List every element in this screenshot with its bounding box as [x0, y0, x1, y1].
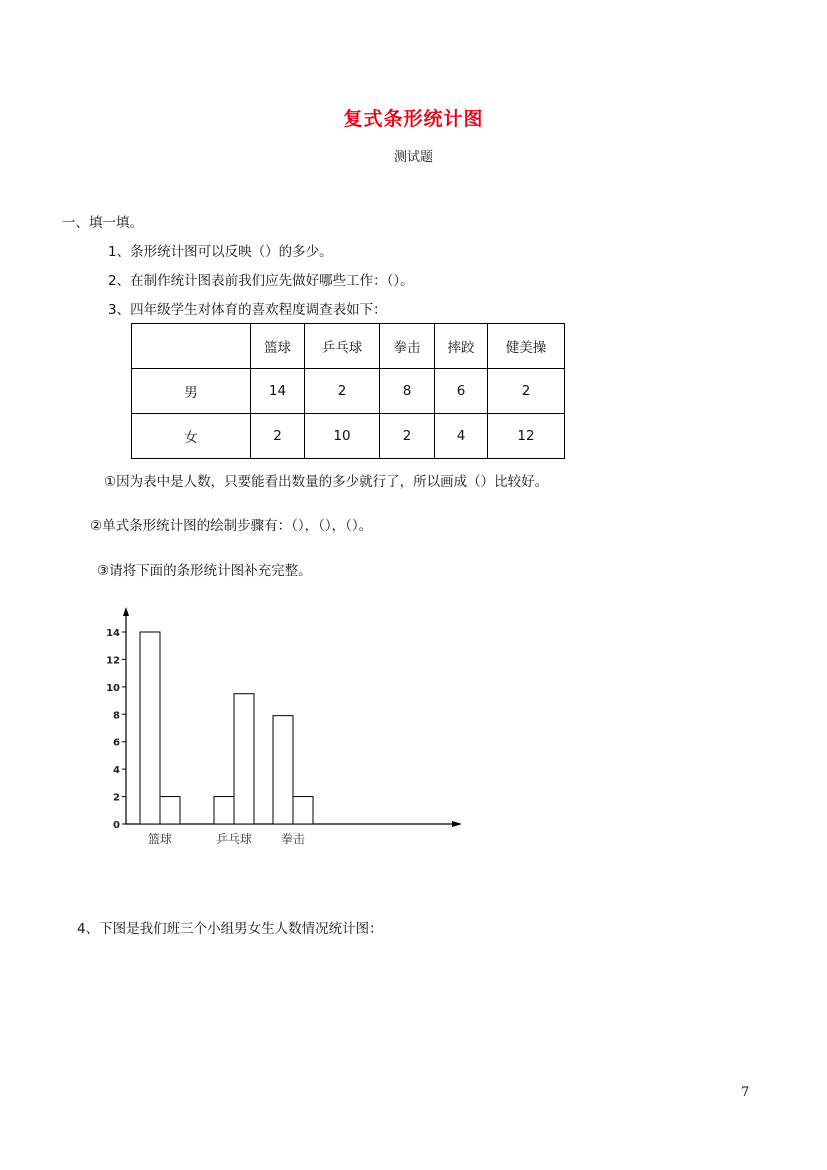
table-header-cell: 拳击 [380, 324, 435, 369]
table-header-cell: 健美操 [488, 324, 565, 369]
table-cell: 6 [435, 369, 488, 414]
table-cell: 8 [380, 369, 435, 414]
table-cell: 2 [380, 414, 435, 459]
table-cell: 2 [305, 369, 380, 414]
y-tick-label: 14 [106, 628, 120, 639]
question-1: 1、条形统计图可以反映（）的多少。 [108, 244, 333, 260]
section-heading: 一、填一填。 [62, 215, 143, 231]
table-cell: 14 [251, 369, 305, 414]
x-category-label: 拳击 [280, 832, 306, 846]
y-tick-label: 10 [106, 682, 120, 694]
question-2: 2、在制作统计图表前我们应先做好哪些工作：（）。 [108, 273, 414, 289]
table-cell: 12 [488, 414, 565, 459]
page-number: 7 [741, 1085, 750, 1100]
chart-bar [293, 797, 313, 824]
table-row [132, 369, 565, 414]
table-header-cell: 篮球 [251, 324, 305, 369]
chart-bar [214, 797, 234, 824]
table-cell: 2 [251, 414, 305, 459]
table-header-cell: 摔跤 [435, 324, 488, 369]
chart-y-ticks [106, 628, 126, 831]
table-corner-cell [132, 324, 251, 369]
chart-bar [273, 716, 293, 824]
table-cell: 2 [488, 369, 565, 414]
row-label-cell: 女 [132, 414, 251, 459]
table-header-cell: 乒乓球 [305, 324, 380, 369]
y-tick-label: 6 [113, 737, 120, 749]
row-label-cell: 男 [132, 369, 251, 414]
survey-table [131, 323, 565, 459]
chart-x-labels [148, 831, 305, 846]
chart-bars [140, 632, 313, 824]
subquestion-1: ①因为表中是人数，只要能看出数量的多少就行了，所以画成（）比较好。 [104, 474, 549, 490]
bar-chart [95, 605, 470, 855]
chart-bar [140, 632, 160, 824]
page-title: 复式条形统计图 [343, 108, 484, 130]
y-tick-label: 2 [113, 792, 120, 804]
table-cell: 4 [435, 414, 488, 459]
subquestion-3: ③请将下面的条形统计图补充完整。 [97, 563, 312, 579]
page-subtitle: 测试题 [393, 150, 433, 165]
subquestion-2: ②单式条形统计图的绘制步骤有：（），（），（）。 [90, 518, 373, 534]
y-axis-arrow [123, 607, 129, 616]
y-tick-label: 0 [113, 820, 120, 831]
chart-bar [234, 694, 254, 824]
question-4: 4、下图是我们班三个小组男女生人数情况统计图： [77, 921, 383, 937]
y-tick-label: 4 [113, 765, 120, 777]
y-tick-label: 8 [113, 710, 120, 722]
table-row [132, 414, 565, 459]
chart-bar [160, 797, 180, 824]
question-3: 3、四年级学生对体育的喜欢程度调查表如下： [108, 302, 387, 318]
table-cell: 10 [305, 414, 380, 459]
x-category-label: 乒乓球 [215, 832, 253, 846]
table-header-row [132, 324, 565, 369]
x-category-label: 篮球 [147, 832, 173, 846]
y-tick-label: 12 [106, 655, 120, 667]
x-axis-arrow [452, 821, 462, 827]
